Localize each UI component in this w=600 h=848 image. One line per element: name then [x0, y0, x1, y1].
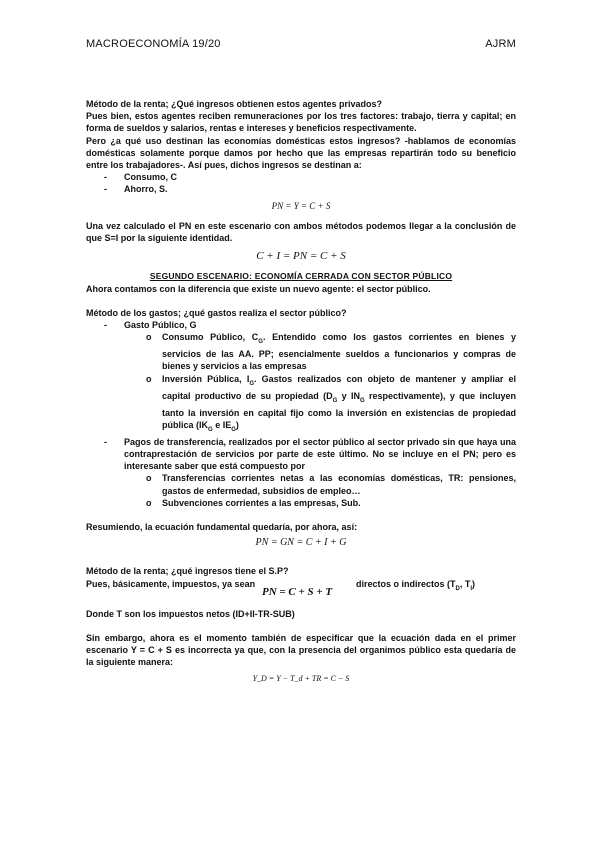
list-item-sub: o Subvenciones corrientes a las empresas, Sub.: [146, 497, 361, 508]
renta-sp-heading: Método de la renta; ¿qué ingresos tiene el S.P?: [86, 566, 289, 577]
renta-method-heading: Método de la renta; ¿Qué ingresos obtienen estos agentes privados?: [86, 99, 383, 109]
destino-list: [86, 171, 516, 195]
paragraph-remuneraciones: Pues bien, estos agentes reciben remuneraciones por los tres factores: trabajo, tierra y capital; en forma de sueldos y salarios, rentas e intereses y beneficios respectivamente.: [86, 111, 516, 134]
gastos-list: [86, 319, 516, 509]
equation-pn-t: PN = C + S + T: [262, 585, 333, 598]
header-author-initials: AJRM: [485, 38, 516, 50]
renta-impuestos-line: Pues, básicamente, impuestos, ya sean directos o indirectos ($T_D$, $T_I$) PN = C + S + T: [86, 578, 476, 598]
paragraph-conclusion: Una vez calculado el PN en este escenario con ambos métodos podemos llegar a la conclusión de que S=I por la siguiente identidad.: [86, 220, 516, 244]
paragraph-nuevo-agente: Ahora contamos con la diferencia que existe un nuevo agente: el sector público.: [86, 283, 431, 294]
list-item-tr: o Transferencias corrientes netas a las economías domésticas, TR: pensiones, gastos de enfermedad, subsidios de empleo…: [146, 473, 516, 496]
section-title: SEGUNDO ESCENARIO: ECONOMÍA CERRADA CON SECTOR PÚBLICO: [149, 271, 453, 282]
equation-identity: C + I = PN = C + S: [256, 250, 346, 263]
list-item: - Consumo, C: [104, 172, 177, 183]
paragraph-sin-embargo: Sin embargo, ahora es el momento también de especificar que la ecuación dada en el primer escenario Y = C + S es incorrecta ya que, con la presencia del organimos público esta quedaría de la siguiente manera:: [86, 632, 516, 668]
list-item-gasto-publico: - Gasto Público, G: [104, 320, 197, 331]
list-item-transferencias: - Pagos de transferencia, realizados por el sector público al sector privado sin que haya una contraprestación de servicios por parte de este último. No se incluye en el PN; pero es interesante saber que está compuesto por: [104, 436, 516, 472]
equation-gn: PN = GN = C + I + G: [255, 537, 347, 549]
list-item: - Ahorro, S.: [104, 184, 168, 195]
gastos-method-heading: Método de los gastos; ¿qué gastos realiza el sector público?: [86, 307, 347, 318]
equation-pn-y: PN = Y = C + S: [271, 200, 331, 211]
document-body: [86, 98, 516, 685]
list-item-consumo-publico: o Consumo Público, $C_G$. Entendido como los gastos corrientes en bienes y servicios de las AA. PP; esencialmente sueldos a funcionarios y compras de bienes y servicios a las empresas: [146, 332, 516, 372]
header-course-title: MACROECONOMÍA 19/20: [86, 38, 221, 50]
paragraph-donde-t: Donde T son los impuestos netos (ID+II-TR-SUB): [86, 608, 295, 619]
equation-yd: Y_D = Y − T_d + TR = C − S: [252, 673, 350, 683]
paragraph-uso-ingresos: Pero ¿a qué uso destinan las economías domésticas estos ingresos? -hablamos de economías domésticas solamente porque damos por hecho que las empresas repartirán todo su beneficio entre los trabajadores-. Así pues, dichos ingresos se destinan a:: [86, 135, 516, 171]
paragraph-resumiendo: Resumiendo, la ecuación fundamental quedaría, por ahora, así:: [86, 522, 358, 533]
list-item-inversion-publica: o Inversión Pública, $I_G$. Gastos realizados con objeto de mantener y ampliar el capital productivo de su propiedad ($D_G$ y $IN_G$ respectivamente), y que incluyen tanto la inversión en capital fijo como la inversión en existencias de propiedad pública ($IK_G$ e $IE_G$): [146, 373, 516, 433]
